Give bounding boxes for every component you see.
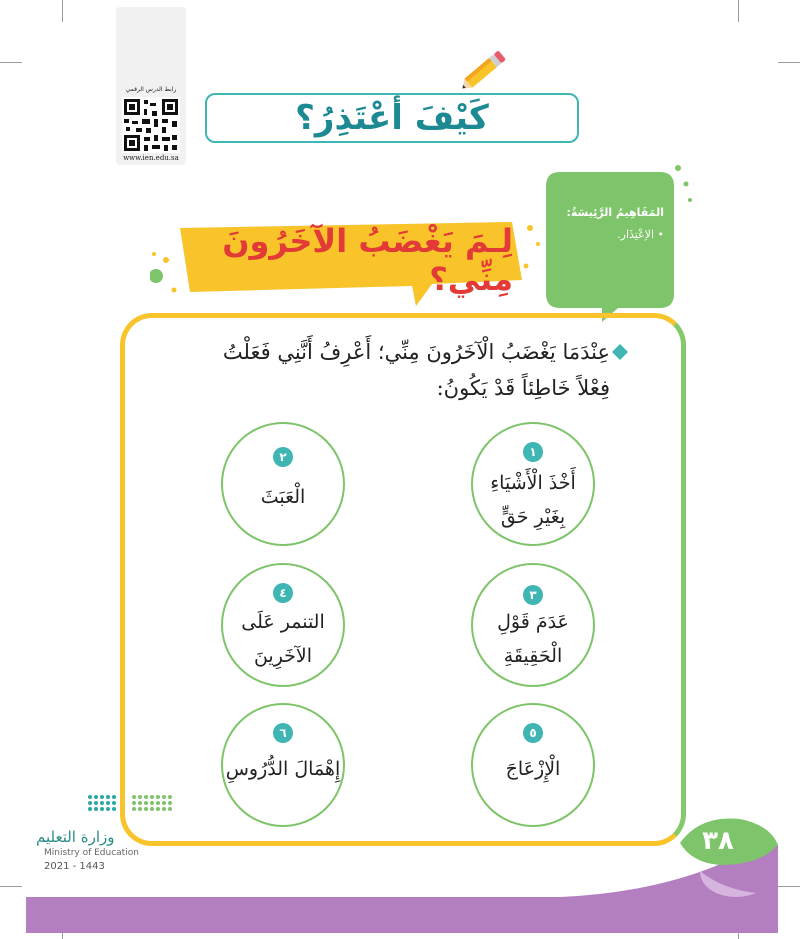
qr-url[interactable]: www.ien.edu.sa: [123, 154, 179, 162]
crop-mark: [778, 62, 800, 63]
ministry-name-ar: وزارة التعليم: [36, 828, 115, 846]
reason-number-6: ٦: [273, 723, 293, 743]
reason-text-5: [471, 752, 595, 786]
question-heading: لِـمَ يَغْضَبُ الآخَرُونَ مِنِّي؟: [222, 222, 513, 298]
reason-text-2-line-1: الْعَبَثَ: [260, 486, 306, 508]
crop-mark: [738, 0, 739, 22]
ministry-logo-icon: [86, 791, 176, 819]
diamond-bullet-icon: [612, 344, 628, 360]
reason-text-4-line-2: الآخَرِينَ: [253, 645, 313, 667]
crop-mark: [62, 0, 63, 22]
concepts-heading: المَفَاهِيمُ الرَّئِيسَةُ:: [566, 206, 664, 219]
intro-line-1: عِنْدَمَا يَغْضَبُ الْآخَرُونَ مِنِّي؛ أَعْرِفُ أَنَّنِي فَعَلْتُ: [222, 340, 610, 364]
crop-mark: [0, 62, 22, 63]
edition-year: 2021 - 1443: [44, 861, 105, 872]
reason-text-5-line-1: الْإِزْعَاجَ: [505, 758, 561, 780]
reason-text-6: [221, 752, 345, 786]
qr-caption: رابط الدرس الرقمي: [125, 86, 177, 93]
reason-text-2: [221, 480, 345, 514]
reason-text-3-line-2: الْحَقِيقَةِ: [503, 645, 563, 667]
reason-number-2: ٢: [273, 447, 293, 467]
reason-text-1: [471, 466, 595, 534]
intro-text: [160, 334, 610, 406]
qr-code-icon[interactable]: [122, 97, 180, 153]
ministry-name-en: Ministry of Education: [44, 848, 139, 858]
reason-text-4-line-1: التنمر عَلَى: [241, 611, 325, 633]
reason-text-4: [221, 605, 345, 673]
intro-line-2: فِعْلاً خَاطِئاً قَدْ يَكُونُ:: [436, 376, 610, 400]
reason-text-3: [471, 605, 595, 673]
reason-text-1-line-1: أَخْذَ الْأَشْيَاءِ: [490, 472, 576, 494]
concepts-item: • الاِعْتِذَار.: [617, 228, 664, 241]
reason-text-6-line-1: إِهْمَالَ الدُّرُوسِ: [225, 758, 341, 780]
reason-number-3: ٣: [523, 585, 543, 605]
page-title: كَيْفَ أعْتَذِرُ؟: [295, 98, 489, 138]
reason-text-3-line-1: عَدَمَ قَوْلِ: [497, 611, 569, 633]
concepts-bubble: [540, 160, 700, 325]
reason-number-5: ٥: [523, 723, 543, 743]
reason-number-4: ٤: [273, 583, 293, 603]
reason-text-1-line-2: بِغَيْرِ حَقٍّ: [500, 506, 566, 528]
pencil-icon: [456, 48, 510, 94]
reason-number-1: ١: [523, 442, 543, 462]
page-number: ٣٨: [702, 826, 734, 856]
